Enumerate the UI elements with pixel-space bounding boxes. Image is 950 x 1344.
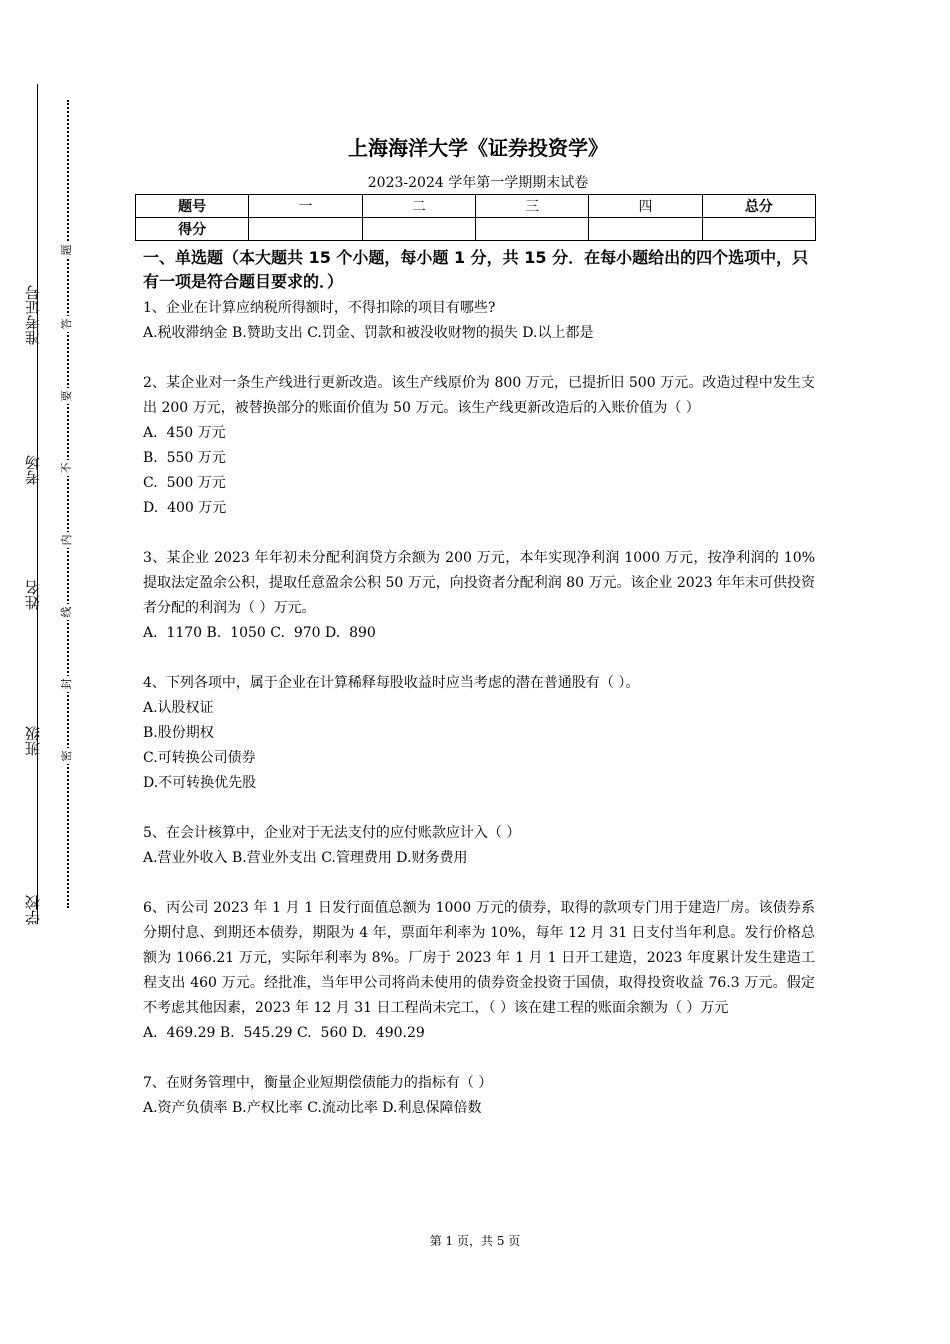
question-option: D. 400 万元 [143, 500, 227, 516]
question-option: A.资产负债率 B.产权比率 C.流动比率 D.利息保障倍数 [143, 1100, 482, 1116]
score-header-cell: 三 [475, 195, 588, 218]
exam-room-label: 考场 [24, 455, 42, 485]
score-table-header-row [136, 195, 816, 218]
score-table [135, 194, 816, 241]
question-1 [143, 296, 815, 346]
seal-char: 题 [59, 242, 75, 258]
score-cell [362, 218, 475, 241]
question-option: A. 450 万元 [143, 425, 226, 441]
seal-char: 密 [59, 748, 75, 764]
question-2 [143, 371, 815, 521]
seal-char: 要 [59, 388, 75, 404]
question-7 [143, 1071, 815, 1121]
question-option: C.可转换公司债券 [143, 750, 256, 766]
question-stem: 2、某企业对一条生产线进行更新改造。该生产线原价为 800 万元，已提折旧 500 万元。改造过程中发生支出 200 万元，被替换部分的账面价值为 50 万元。该生产线更新改造后的入账价值为（ ） [143, 375, 815, 416]
seal-char: 封 [59, 676, 75, 692]
question-option: C. 500 万元 [143, 475, 226, 491]
seal-char: 答 [59, 316, 75, 332]
question-stem: 1、企业在计算应纳税所得额时，不得扣除的项目有哪些? [143, 300, 496, 316]
question-option: A.营业外收入 B.营业外支出 C.管理费用 D.财务费用 [143, 850, 468, 866]
question-option: D.不可转换优先股 [143, 775, 257, 791]
question-4 [143, 671, 815, 796]
question-stem: 7、在财务管理中，衡量企业短期偿债能力的指标有（ ） [143, 1075, 493, 1091]
question-option: B.股份期权 [143, 725, 214, 741]
score-header-cell: 二 [362, 195, 475, 218]
question-option: A.认股权证 [143, 700, 214, 716]
score-header-cell: 四 [589, 195, 702, 218]
binding-line [37, 84, 38, 924]
question-option: B. 550 万元 [143, 450, 226, 466]
question-6 [143, 896, 815, 1046]
seal-dotted-line [67, 100, 69, 908]
question-stem: 5、在会计核算中，企业对于无法支付的应付账款应计入（ ） [143, 825, 521, 841]
question-option: A.税收滞纳金 B.赞助支出 C.罚金、罚款和被没收财物的损失 D.以上都是 [143, 325, 594, 341]
questions [143, 296, 815, 1146]
exam-title: 上海海洋大学《证券投资学》 [348, 136, 608, 160]
question-stem: 3、某企业 2023 年年初未分配利润贷方余额为 200 万元，本年实现净利润 1000 万元，按净利润的 10%提取法定盈余公积，提取任意盈余公积 50 万元，向投资者分配利润 80 万元。该企业 2023 年年末可供投资者分配的利润为（ ）万元。 [143, 550, 815, 616]
question-3 [143, 546, 815, 646]
page-footer: 第 1 页，共 5 页 [429, 1234, 521, 1248]
score-cell [475, 218, 588, 241]
class-label: 班级 [24, 726, 42, 756]
question-stem: 4、下列各项中，属于企业在计算稀释每股收益时应当考虑的潜在普通股有（ ）。 [143, 675, 640, 691]
score-header-cell: 一 [249, 195, 362, 218]
score-table-score-row [136, 218, 816, 241]
name-label: 姓名 [24, 580, 42, 610]
exam-subtitle: 2023-2024 学年第一学期期末试卷 [367, 175, 589, 191]
score-cell [249, 218, 362, 241]
seal-char: 线 [59, 604, 75, 620]
score-row-label: 得分 [136, 218, 249, 241]
section-title: 一、单选题（本大题共 15 个小题，每小题 1 分，共 15 分．在每小题给出的四个选项中，只有一项是符合题目要求的．） [143, 248, 809, 291]
seal-char: 内 [59, 532, 75, 548]
question-stem: 6、丙公司 2023 年 1 月 1 日发行面值总额为 1000 万元的债券，取得的款项专门用于建造厂房。该债券系分期付息、到期还本债券，期限为 4 年，票面年利率为 10%，每年 12 月 31 日支付当年利息。发行价格总额为 1066.21 万元，实际年利率为 8%。厂房于 2023 年 1 月 1 日开工建造，2023 年度累计发生建造工程支出 460 万元。经批准，当年甲公司将尚未使用的债券资金投资于国债，取得投资收益 76.3 万元。假定不考虑其他因素，2023 年 12 月 31 日工程尚未完工，（ ）该在建工程的账面余额为（ ）万元 [143, 900, 815, 1016]
question-option: A. 1170 B. 1050 C. 970 D. 890 [143, 625, 376, 641]
school-label: 学校 [24, 895, 42, 925]
score-cell [589, 218, 702, 241]
question-option: A. 469.29 B. 545.29 C. 560 D. 490.29 [143, 1025, 425, 1041]
exam-number-label: 准考证号 [24, 285, 42, 345]
score-cell [702, 218, 815, 241]
score-header-cell: 总分 [702, 195, 815, 218]
seal-char: 不 [59, 460, 75, 476]
score-header-cell: 题号 [136, 195, 249, 218]
question-5 [143, 821, 815, 871]
